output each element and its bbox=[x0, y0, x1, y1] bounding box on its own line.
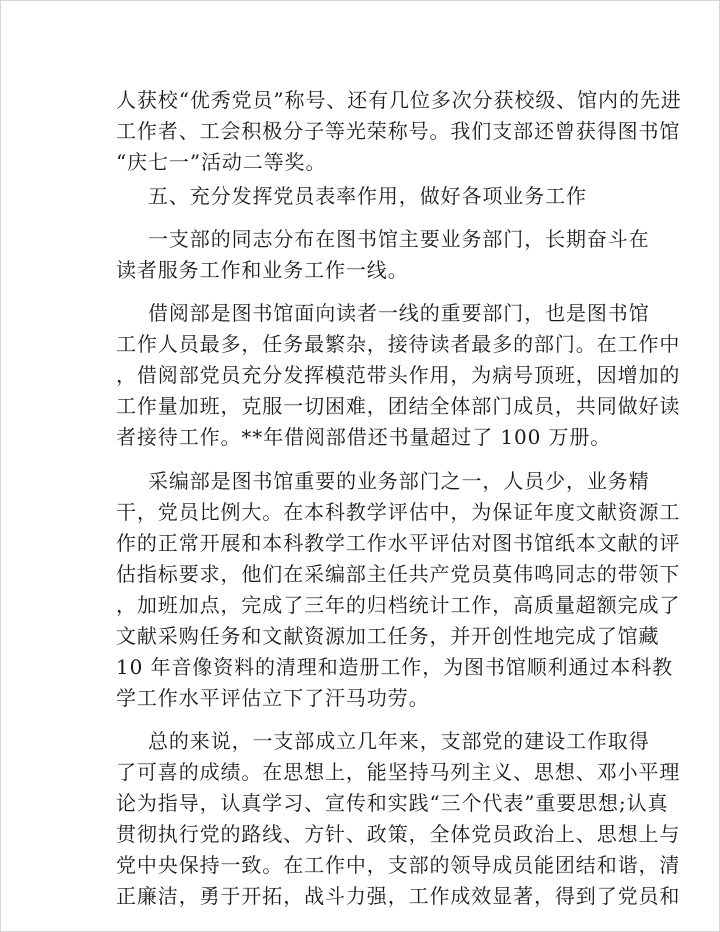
text-line: 了可喜的成绩。在思想上，能坚持马列主义、思想、邓小平理 bbox=[116, 760, 681, 784]
text-line: “庆七一”活动二等奖。 bbox=[116, 150, 327, 174]
text-line: 借阅部是图书馆面向读者一线的重要部门，也是图书馆 bbox=[148, 301, 650, 325]
section-heading: 五、充分发挥党员表率作用，做好各项业务工作 bbox=[148, 184, 587, 208]
text-line: 一支部的同志分布在图书馆主要业务部门，长期奋斗在 bbox=[148, 227, 650, 251]
text-line: 党中央保持一致。在工作中，支部的领导成员能团结和谐，清 bbox=[116, 853, 681, 877]
text-line: ，借阅部党员充分发挥模范带头作用，为病号顶班，因增加的 bbox=[116, 363, 681, 387]
text-line: 工作量加班，克服一切困难，团结全体部门成员，共同做好读 bbox=[116, 394, 681, 418]
text-line: 工作者、工会积极分子等光荣称号。我们支部还曾获得图书馆 bbox=[116, 119, 681, 143]
text-line: 读者服务工作和业务工作一线。 bbox=[116, 258, 409, 282]
text-line: 总的来说，一支部成立几年来，支部党的建设工作取得 bbox=[148, 729, 650, 753]
text-line: 人获校“优秀党员”称号、还有几位多次分获校级、馆内的先进 bbox=[116, 88, 682, 112]
text-line: 工作人员最多，任务最繁杂，接待读者最多的部门。在工作中 bbox=[116, 332, 681, 356]
text-line: 估指标要求，他们在采编部主任共产党员莫伟鸣同志的带领下 bbox=[116, 562, 681, 586]
text-line: 论为指导，认真学习、宣传和实践“三个代表”重要思想;认真 bbox=[116, 791, 669, 815]
text-line: 文献采购任务和文献资源加工任务，并开创性地完成了馆藏 bbox=[116, 624, 660, 648]
text-line: 学工作水平评估立下了汗马功劳。 bbox=[116, 686, 430, 710]
text-line: 者接待工作。**年借阅部借还书量超过了 100 万册。 bbox=[116, 425, 612, 449]
text-line: ，加班加点，完成了三年的归档统计工作，高质量超额完成了 bbox=[116, 593, 681, 617]
text-line: 贯彻执行党的路线、方针、政策，全体党员政治上、思想上与 bbox=[116, 822, 681, 846]
text-line: 正廉洁，勇于开拓，战斗力强，工作成效显著，得到了党员和 bbox=[116, 884, 681, 908]
text-line: 采编部是图书馆重要的业务部门之一，人员少，业务精 bbox=[148, 469, 650, 493]
text-line: 10 年音像资料的清理和造册工作，为图书馆顺利通过本科教 bbox=[116, 655, 674, 679]
text-line: 干，党员比例大。在本科教学评估中，为保证年度文献资源工 bbox=[116, 500, 681, 524]
text-line: 作的正常开展和本科教学工作水平评估对图书馆纸本文献的评 bbox=[116, 531, 681, 555]
